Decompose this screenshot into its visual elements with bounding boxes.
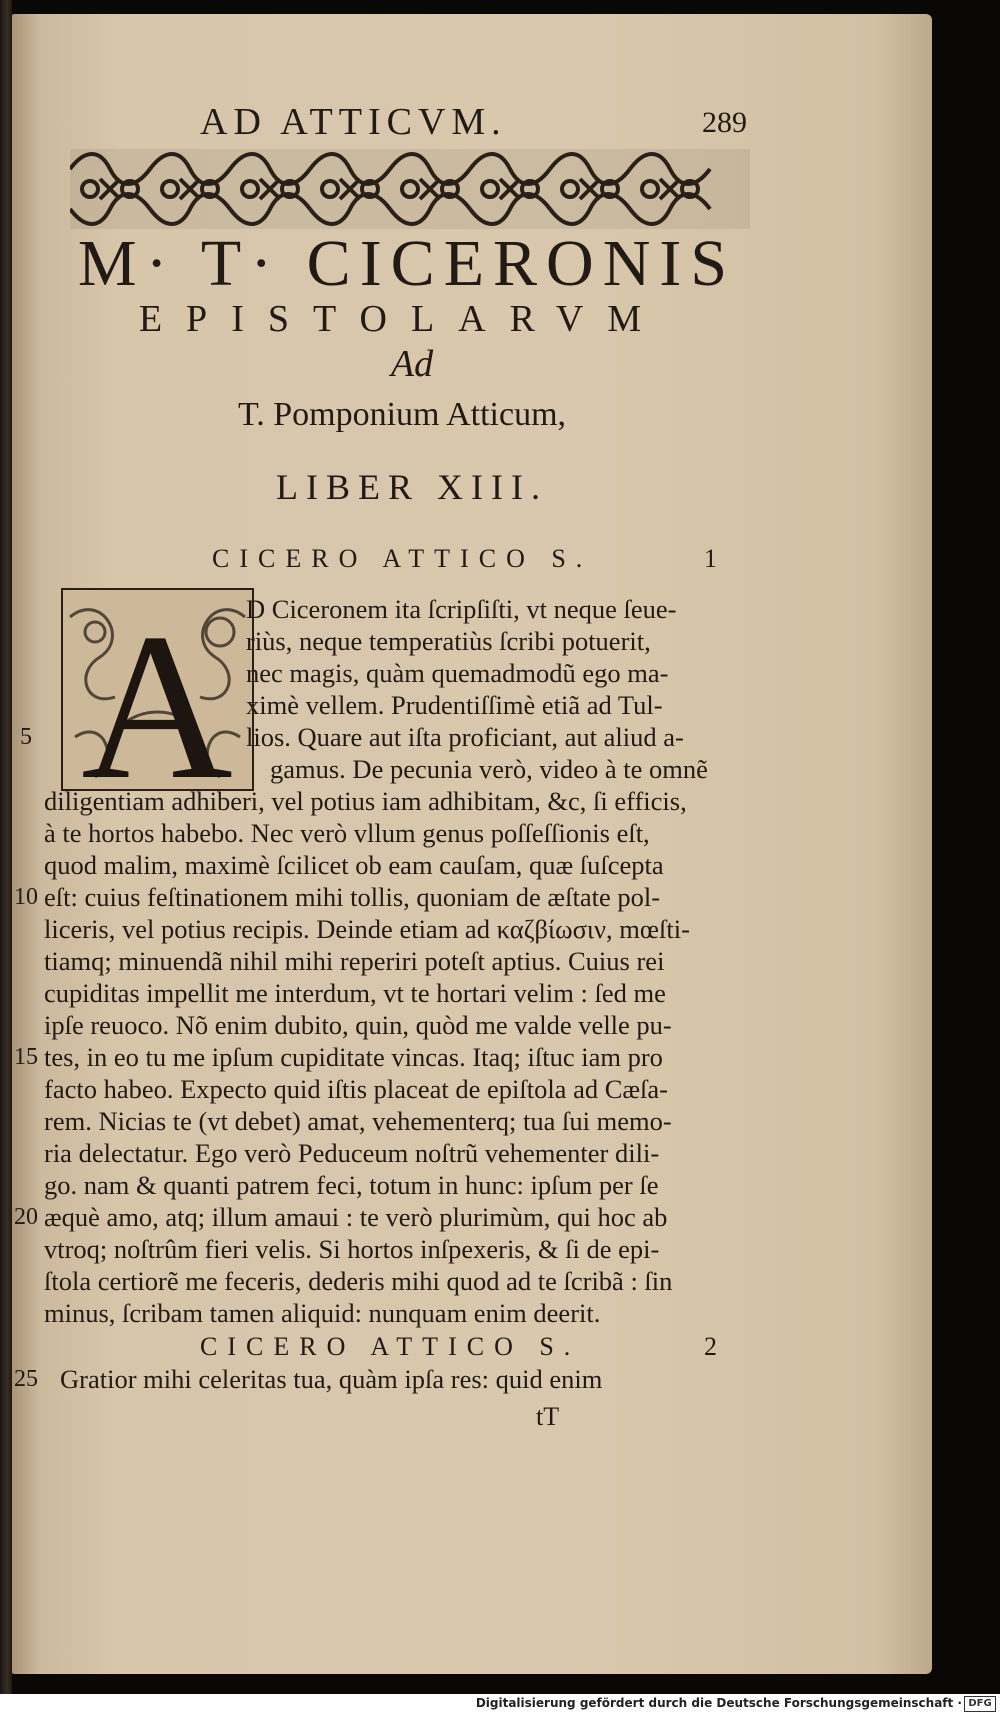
text-line: riùs, neque temperatiùs ſcribi potuerit,: [246, 626, 651, 656]
text-line: vtroq; noſtrûm fieri velis. Si hortos inſpexeris, & ſi de epi-: [44, 1234, 660, 1264]
text-line: cupiditas impellit me interdum, vt te hortari velim : ſed me: [44, 978, 666, 1008]
running-head: AD ATTICVM.: [200, 101, 507, 143]
text-line: minus, ſcribam tamen aliquid: nunquam enim deerit.: [44, 1298, 601, 1328]
title-preposition: Ad: [390, 343, 434, 385]
text-line: ximè vellem. Prudentiſſimè etiã ad Tul-: [246, 690, 663, 720]
line-number: 5: [20, 724, 32, 750]
letter-heading: CICERO ATTICO S.: [212, 544, 593, 573]
letter-heading: CICERO ATTICO S.: [200, 1332, 581, 1361]
text-line: liceris, vel potius recipis. Deinde etiam ad καζβίωσιν, mœſti-: [44, 914, 690, 944]
text-line: eſt: cuius feſtinationem mihi tollis, quoniam de æſtate pol-: [44, 882, 661, 912]
text-line: gamus. De pecunia verò, video à te omnẽ: [270, 754, 708, 784]
footer-bar: [0, 1694, 1000, 1713]
line-number: 15: [14, 1044, 38, 1070]
text-line: lios. Quare aut iſta proficiant, aut aliud a-: [246, 722, 684, 752]
text-line: nec magis, quàm quemadmodũ ego ma-: [246, 658, 669, 688]
line-number: 20: [14, 1204, 38, 1230]
line-number: 10: [14, 884, 38, 910]
text-line: æquè amo, atq; illum amaui : te verò plurimùm, qui hoc ab: [44, 1202, 668, 1232]
text-line: tiamq; minuendã nihil mihi reperiri poteſt aptius. Cuius rei: [44, 946, 665, 976]
page-number: 289: [702, 106, 747, 139]
text-line: rem. Nicias te (vt debet) amat, vehementerq; tua ſui memo-: [44, 1106, 672, 1136]
text-line: ria delectatur. Ego verò Peduceum noſtrũ vehementer dili-: [44, 1138, 660, 1168]
catchword: tT: [536, 1402, 560, 1431]
book-binding: [0, 0, 12, 1713]
book-page: [12, 14, 932, 1674]
text-line: facto habeo. Expecto quid iſtis placeat de epiſtola ad Cæſa-: [44, 1074, 669, 1104]
decorated-initial-icon: [60, 587, 255, 792]
letter-number: 2: [704, 1332, 717, 1361]
ornamental-border-icon: [70, 149, 750, 229]
funding-notice: Digitalisierung gefördert durch die Deutsche Forschungsgemeinschaft ·: [475, 1696, 962, 1710]
line-number: 25: [14, 1366, 38, 1392]
text-line: tes, in eo tu me ipſum cupiditate vincas. Itaq; iſtuc iam pro: [44, 1042, 663, 1072]
title-author: M· T· CICERONIS: [77, 227, 737, 300]
text-line: à te hortos habebo. Nec verò vllum genus poſſeſſionis eſt,: [44, 818, 650, 848]
title-book: LIBER XIII.: [276, 467, 548, 507]
dfg-logo: DFG: [964, 1696, 996, 1712]
title-addressee: T. Pomponium Atticum,: [237, 396, 567, 433]
dropcap-letter: A: [81, 591, 233, 792]
text-line: go. nam & quanti patrem feci, totum in hunc: ipſum per ſe: [44, 1170, 659, 1200]
text-line: D Ciceronem ita ſcripſiſti, vt neque ſeue-: [246, 594, 677, 624]
text-line: ipſe reuoco. Nõ enim dubito, quin, quòd me valde velle pu-: [44, 1010, 672, 1040]
text-line: quod malim, maximè ſcilicet ob eam cauſam, quæ ſuſcepta: [44, 850, 664, 880]
letter-number: 1: [704, 544, 717, 573]
text-line: ſtola certiorẽ me feceris, dederis mihi quod ad te ſcribã : ſin: [44, 1266, 673, 1296]
title-work: EPISTOLARVM: [138, 298, 666, 340]
text-line: Gratior mihi celeritas tua, quàm ipſa res: quid enim: [60, 1364, 603, 1394]
text-line: diligentiam adhiberi, vel potius iam adhibitam, &c, ſi efficis,: [44, 786, 687, 816]
